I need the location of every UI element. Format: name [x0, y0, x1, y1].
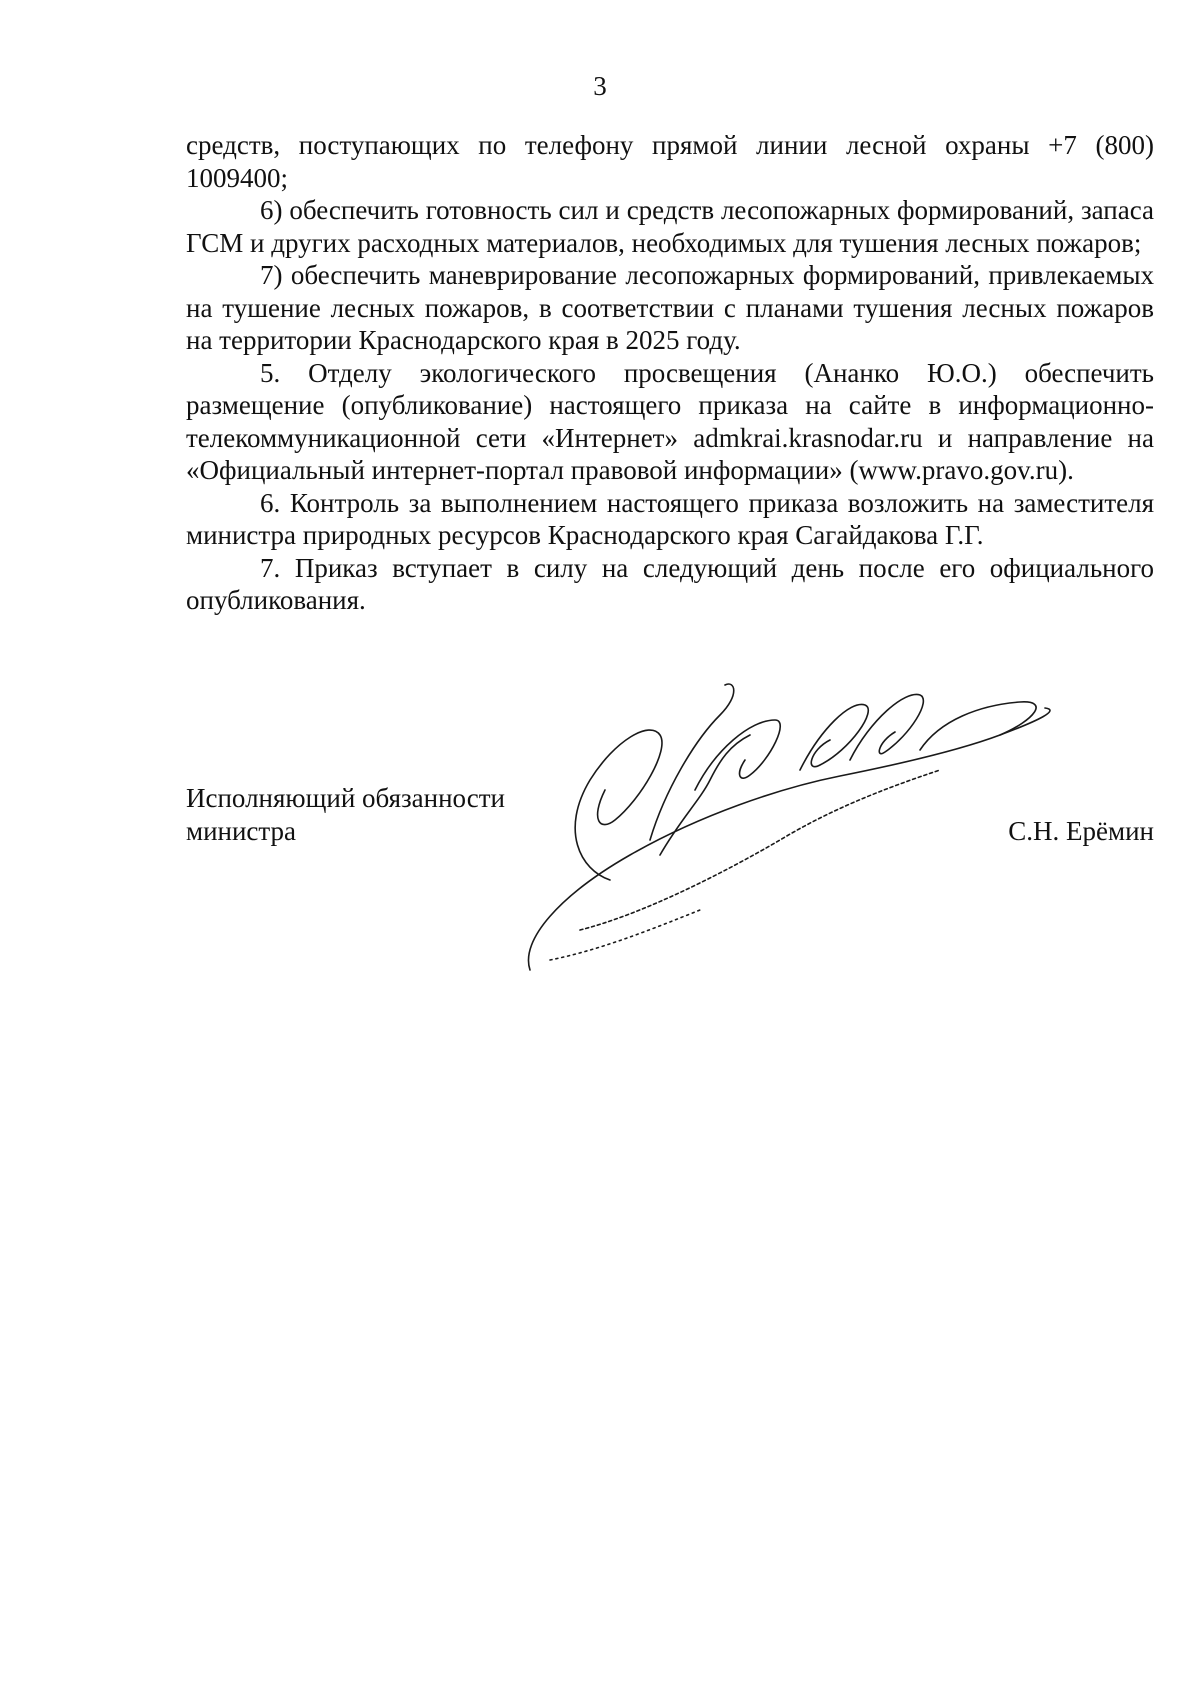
signatory-name: С.Н. Ерёмин [1008, 815, 1154, 846]
paragraph-hotline-continuation: средств, поступающих по телефону прямой линии лесной охраны +7 (800) 1009400; [186, 130, 1154, 193]
page-number: 3 [593, 71, 607, 101]
signatory-position-line-1: Исполняющий обязанности [186, 783, 505, 813]
paragraph-item-6-readiness: 6) обеспечить готовность сил и средств лесопожарных формирований, запаса ГСМ и других расходных материалов, необходимых для тушения лесных пожаров; [186, 195, 1154, 258]
paragraph-item-7-maneuvering: 7) обеспечить маневрирование лесопожарных формирований, привлекаемых на тушение лесных пожаров, в соответствии с планами тушения лесных пожаров на территории Краснодарского края в 2025 году. [186, 260, 1154, 355]
paragraph-clause-6-control: 6. Контроль за выполнением настоящего приказа возложить на заместителя министра природных ресурсов Краснодарского края Сагайдакова Г.Г. [186, 487, 1154, 550]
signatory-position-line-2: министра [186, 815, 297, 846]
document-body [186, 129, 1154, 617]
paragraph-clause-7-effect: 7. Приказ вступает в силу на следующий день после его официального опубликования. [186, 552, 1154, 615]
paragraph-clause-5-publication: 5. Отделу экологического просвещения (Ананко Ю.О.) обеспечить размещение (опубликование) настоящего приказа на сайте в информационно-телекоммуникационной сети «Интернет» admkrai.krasnodar.ru и направление на «Официальный интернет-портал правовой информации» (www.pravo.gov.ru). [186, 357, 1154, 485]
signature-block [186, 782, 1154, 847]
